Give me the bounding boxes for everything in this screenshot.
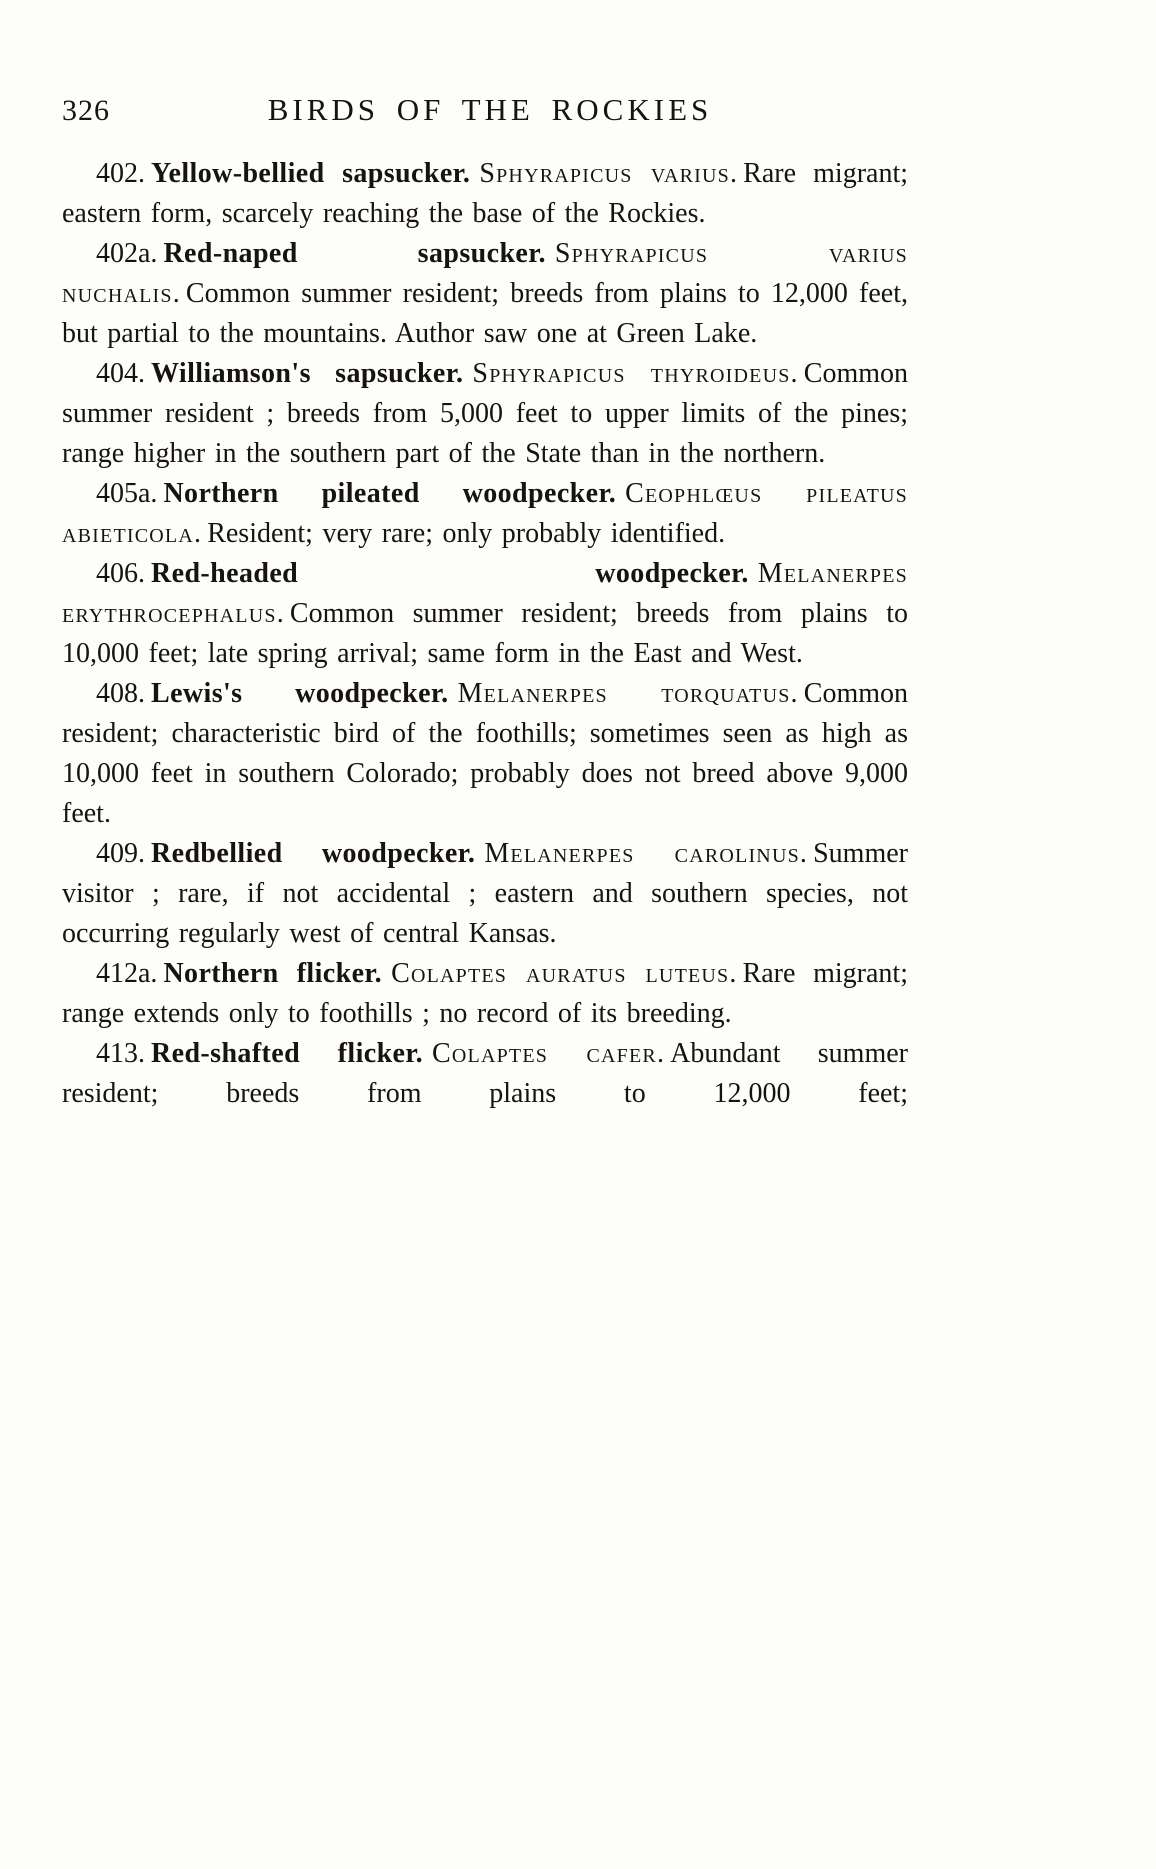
page-number: 326 [62, 94, 110, 127]
entry-description: Common summer resident; breeds from plains to 12,000 feet, but partial to the mountains. Author saw one at Green Lake. [62, 278, 908, 349]
entry-common-name: Yellow-bellied sapsucker. [151, 158, 471, 189]
entry-scientific-name: Ceophlœus pileatus abieticola. [62, 478, 908, 549]
entry-number: 404. [96, 358, 145, 389]
entry-common-name: Red-shafted flicker. [151, 1038, 424, 1069]
entry-description: Rare migrant; range extends only to foothills ; no record of its breeding. [62, 958, 908, 1029]
entry-number: 413. [96, 1038, 145, 1069]
page-title: BIRDS OF THE ROCKIES [267, 92, 713, 127]
entry-scientific-name: Sphyrapicus varius. [479, 158, 739, 189]
entry-number: 408. [96, 678, 145, 709]
entry-scientific-name: Melanerpes torquatus. [457, 678, 799, 709]
entry-scientific-name: Colaptes auratus luteus. [391, 958, 738, 989]
catalog-entry [62, 474, 908, 554]
entry-common-name: Northern pileated woodpecker. [163, 478, 617, 509]
entry-scientific-name: Melanerpes erythrocephalus. [62, 558, 908, 629]
entry-description: Common summer resident; breeds from plains to 10,000 feet; late spring arrival; same form in the East and West. [62, 598, 908, 669]
entry-scientific-name: Melanerpes carolinus. [484, 838, 809, 869]
entry-description: Common resident; characteristic bird of the foothills; sometimes seen as high as 10,000 feet in southern Colorado; probably does not breed above 9,000 feet. [62, 678, 908, 829]
entry-scientific-name: Sphyrapicus thyroideus. [472, 358, 799, 389]
catalog-entry [62, 554, 908, 674]
entry-number: 406. [96, 558, 145, 589]
entry-common-name: Northern flicker. [163, 958, 383, 989]
entry-number: 402a. [96, 238, 158, 269]
entry-number: 409. [96, 838, 145, 869]
entry-number: 402. [96, 158, 145, 189]
entry-scientific-name: Colaptes cafer. [432, 1038, 666, 1069]
entry-description: Abundant summer resident; breeds from plains to 12,000 feet; [62, 1038, 908, 1109]
entry-common-name: Red-headed woodpecker. [151, 558, 749, 589]
entry-description: Rare migrant; eastern form, scarcely reaching the base of the Rockies. [62, 158, 909, 229]
catalog-entry [62, 834, 908, 954]
entry-number: 412a. [96, 958, 158, 989]
catalog-entry [62, 1034, 908, 1114]
entry-description: Resident; very rare; only probably identified. [207, 518, 726, 549]
entry-common-name: Lewis's woodpecker. [151, 678, 449, 709]
page-header [62, 92, 908, 128]
entry-scientific-name: Sphyrapicus varius nuchalis. [62, 238, 908, 309]
catalog-entry [62, 154, 908, 234]
entry-description: Summer visitor ; rare, if not accidental ; eastern and southern species, not occurring regularly west of central Kansas. [62, 838, 908, 949]
catalog-entry [62, 354, 908, 474]
catalog-entry [62, 234, 908, 354]
page-content [62, 92, 908, 1114]
entry-common-name: Williamson's sapsucker. [151, 358, 464, 389]
catalog-entry [62, 954, 908, 1034]
catalog-entry [62, 674, 908, 834]
entry-number: 405a. [96, 478, 158, 509]
entry-common-name: Red-naped sapsucker. [163, 238, 546, 269]
entry-common-name: Redbellied woodpecker. [151, 838, 476, 869]
entry-description: Common summer resident ; breeds from 5,000 feet to upper limits of the pines; range higher in the southern part of the State than in the northern. [62, 358, 908, 469]
